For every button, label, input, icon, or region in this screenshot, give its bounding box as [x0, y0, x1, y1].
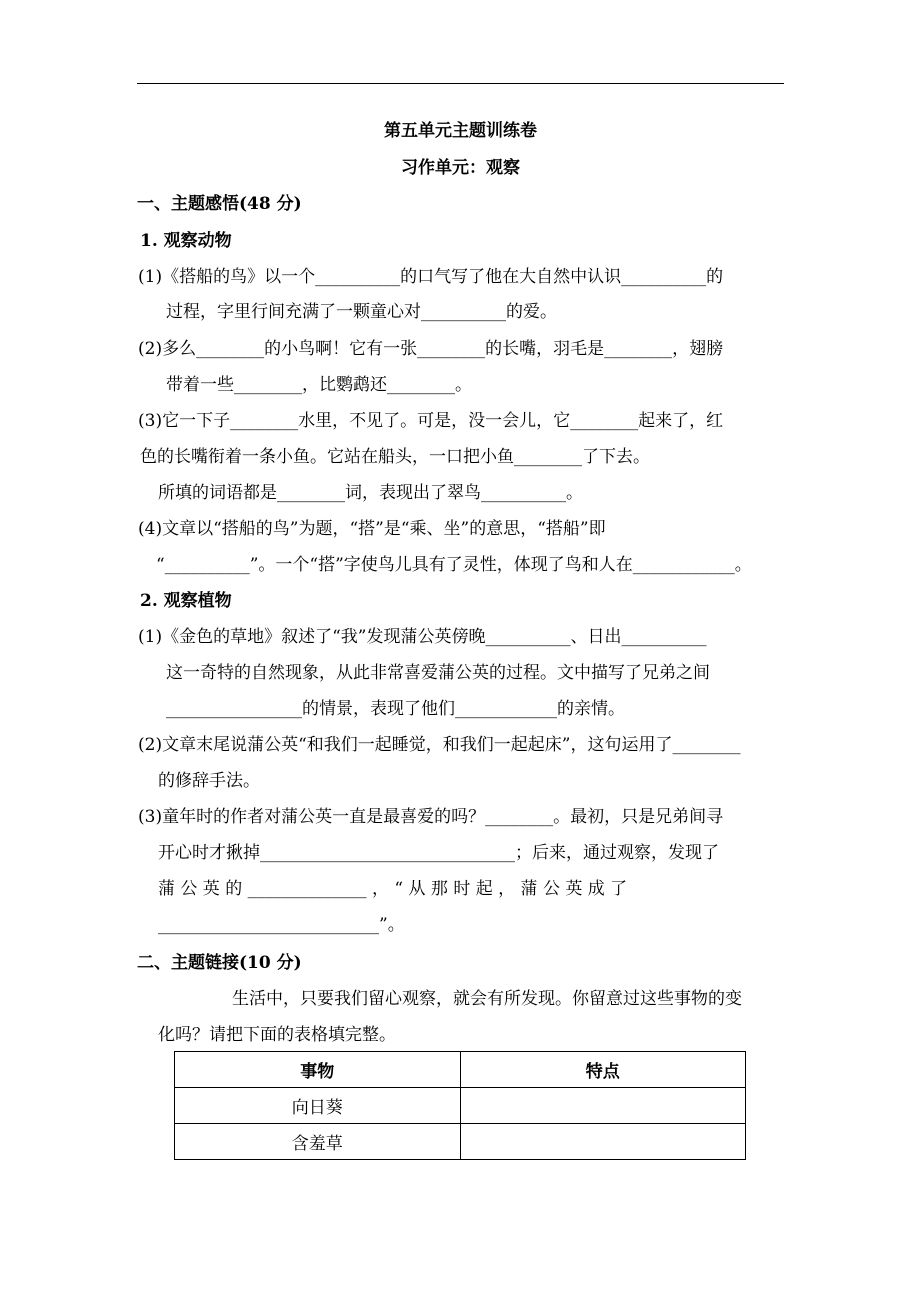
- p1-q3-line3: 所填的词语都是________词，表现出了翠鸟__________。: [158, 483, 583, 503]
- p1-q2-line2: 带着一些________，比鹦鹉还________。: [166, 375, 472, 395]
- p2-q3-line3: 蒲 公 英 的 ______________ ， “ 从 那 时 起 ， 蒲 公 英 成 了: [158, 879, 628, 899]
- observation-table: [174, 1051, 746, 1160]
- table-header-feature: 特点: [460, 1052, 746, 1088]
- p1-q4-line2: “__________”。一个“搭”字使鸟儿具有了灵性，体现了鸟和人在____________。: [156, 555, 752, 575]
- p2-q1-line3: ________________的情景，表现了他们____________的亲情。: [166, 699, 625, 719]
- table-header-thing: 事物: [175, 1052, 461, 1088]
- section2-intro-line2: 化吗？请把下面的表格填完整。: [158, 1025, 396, 1045]
- p1-q4-line1: (4)文章以“搭船的鸟”为题，“搭”是“乘、坐”的意思，“搭船”即: [138, 519, 606, 539]
- section2-intro-line1: 生活中，只要我们留心观察，就会有所发现。你留意过这些事物的变: [232, 989, 742, 1009]
- table-cell-thing: 向日葵: [175, 1088, 461, 1124]
- table-row: [175, 1088, 746, 1124]
- p2-q2-line1: (2)文章末尾说蒲公英“和我们一起睡觉，和我们一起起床”，这句运用了________: [138, 735, 741, 755]
- p2-q1-line1: (1)《金色的草地》叙述了“我”发现蒲公英傍晚__________、日出__________: [138, 627, 707, 647]
- p2-q2-line2: 的修辞手法。: [158, 771, 260, 791]
- p2-q3-line2: 开心时才揪掉______________________________；后来，通过观察，发现了: [158, 843, 719, 863]
- page-subtitle: 习作单元：观察: [401, 158, 520, 178]
- table-cell-feature[interactable]: [460, 1088, 746, 1124]
- p1-q3-line1: (3)它一下子________水里，不见了。可是，没一会儿，它________起来了，红: [138, 411, 724, 431]
- p2-q3-line1: (3)童年时的作者对蒲公英一直是最喜爱的吗？________。最初，只是兄弟间寻: [138, 807, 724, 827]
- p2-q1-line2: 这一奇特的自然现象，从此非常喜爱蒲公英的过程。文中描写了兄弟之间: [166, 663, 710, 683]
- table-header-row: [175, 1052, 746, 1088]
- p1-q1-line1: (1)《搭船的鸟》以一个__________的口气写了他在大自然中认识__________的: [138, 267, 724, 287]
- p1-q1-line2: 过程，字里行间充满了一颗童心对__________的爱。: [166, 302, 557, 322]
- section1-heading: 一、主题感悟(48 分): [137, 194, 302, 214]
- p2-q3-line4: __________________________”。: [158, 915, 405, 935]
- table-cell-thing: 含羞草: [175, 1124, 461, 1160]
- p1-q3-line2: 色的长嘴衔着一条小鱼。它站在船头，一口把小鱼________了下去。: [140, 447, 650, 467]
- section2-heading: 二、主题链接(10 分): [137, 953, 302, 973]
- page-title: 第五单元主题训练卷: [384, 121, 537, 141]
- part1-heading: 1. 观察动物: [140, 231, 232, 251]
- header-rule: [137, 83, 784, 84]
- table-row: [175, 1124, 746, 1160]
- p1-q2-line1: (2)多么________的小鸟啊！它有一张________的长嘴，羽毛是________，翅膀: [138, 339, 724, 359]
- table-cell-feature[interactable]: [460, 1124, 746, 1160]
- part2-heading: 2. 观察植物: [140, 591, 232, 611]
